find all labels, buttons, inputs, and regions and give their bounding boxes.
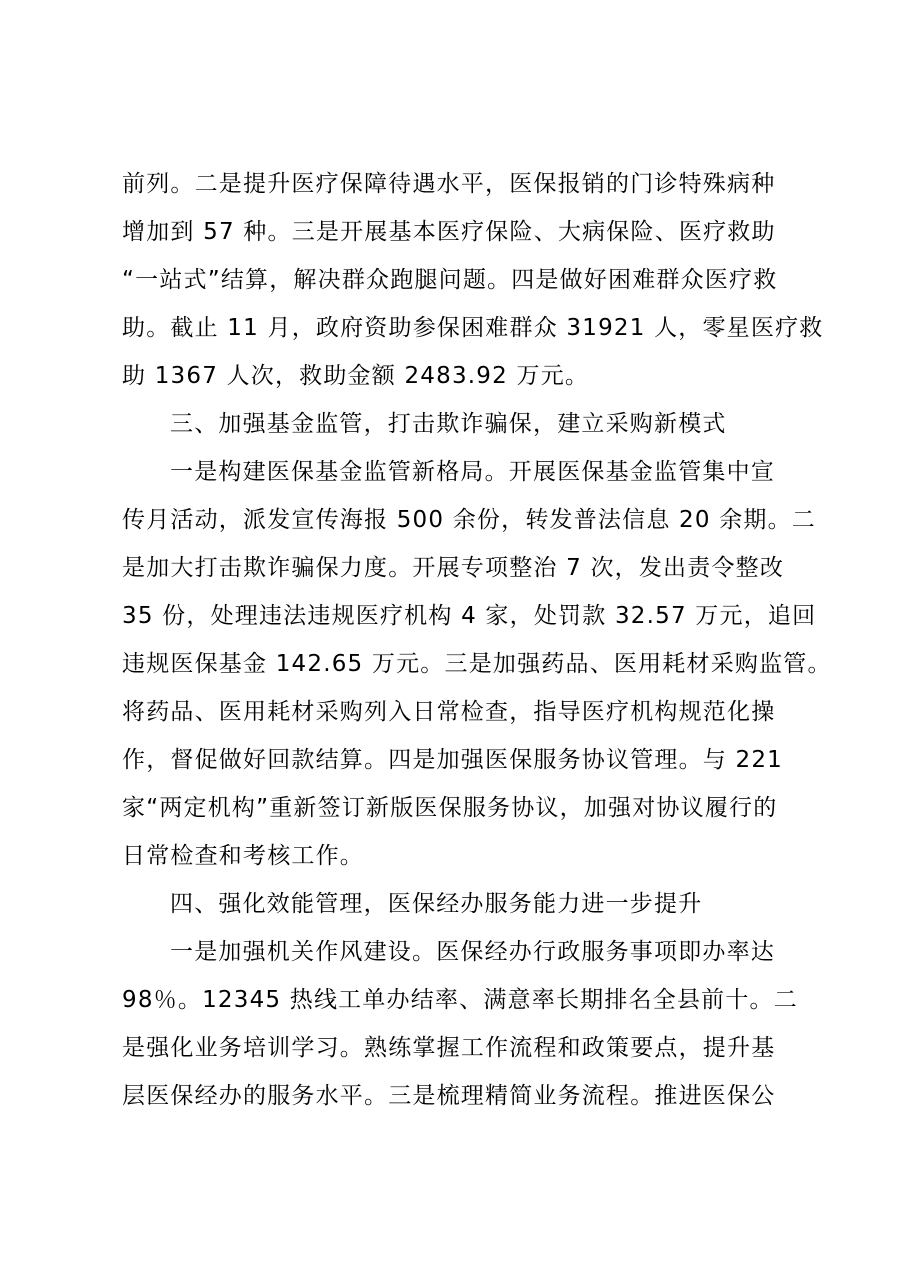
text-line: 增加到 57 种。三是开展基本医疗保险、大病保险、医疗救助 [122,219,776,245]
section-heading: 四、强化效能管理，医保经办服务能力进一步提升 [170,891,703,917]
text-line: 将药品、医用耗材采购列入日常检查，指导医疗机构规范化操 [122,699,776,725]
text-line: 违规医保基金 142.65 万元。三是加强药品、医用耗材采购监管。 [122,651,832,677]
text-line: 助。截止 11 月，政府资助参保困难群众 31921 人，零星医疗救 [122,315,824,341]
text-line: 作，督促做好回款结算。四是加强医保服务协议管理。与 221 [122,747,784,773]
text-line: “一站式”结算，解决群众跑腿问题。四是做好困难群众医疗救 [122,267,778,293]
text-line: 35 份，处理违法违规医疗机构 4 家，处罚款 32.57 万元，追回 [122,603,817,629]
text-line: 前列。二是提升医疗保障待遇水平，医保报销的门诊特殊病种 [122,171,776,197]
text-line: 日常检查和考核工作。 [122,843,364,869]
text-line: 是加大打击欺诈骗保力度。开展专项整治 7 次，发出责令整改 [122,555,785,581]
paragraph-first-line: 一是加强机关作风建设。医保经办行政服务事项即办率达 [170,939,775,965]
text-line: 是强化业务培训学习。熟练掌握工作流程和政策要点，提升基 [122,1035,776,1061]
text-line: 家“两定机构”重新签订新版医保服务协议，加强对协议履行的 [122,795,778,821]
text-line: 传月活动，派发宣传海报 500 余份，转发普法信息 20 余期。二 [122,507,817,533]
section-heading: 三、加强基金监管，打击欺诈骗保，建立采购新模式 [170,411,727,437]
text-line: 层医保经办的服务水平。三是梳理精简业务流程。推进医保公 [122,1083,776,1109]
text-line: 助 1367 人次，救助金额 2483.92 万元。 [122,363,590,389]
text-line: 98％。12345 热线工单办结率、满意率长期排名全县前十。二 [122,987,798,1013]
paragraph-first-line: 一是构建医保基金监管新格局。开展医保基金监管集中宣 [170,459,775,485]
